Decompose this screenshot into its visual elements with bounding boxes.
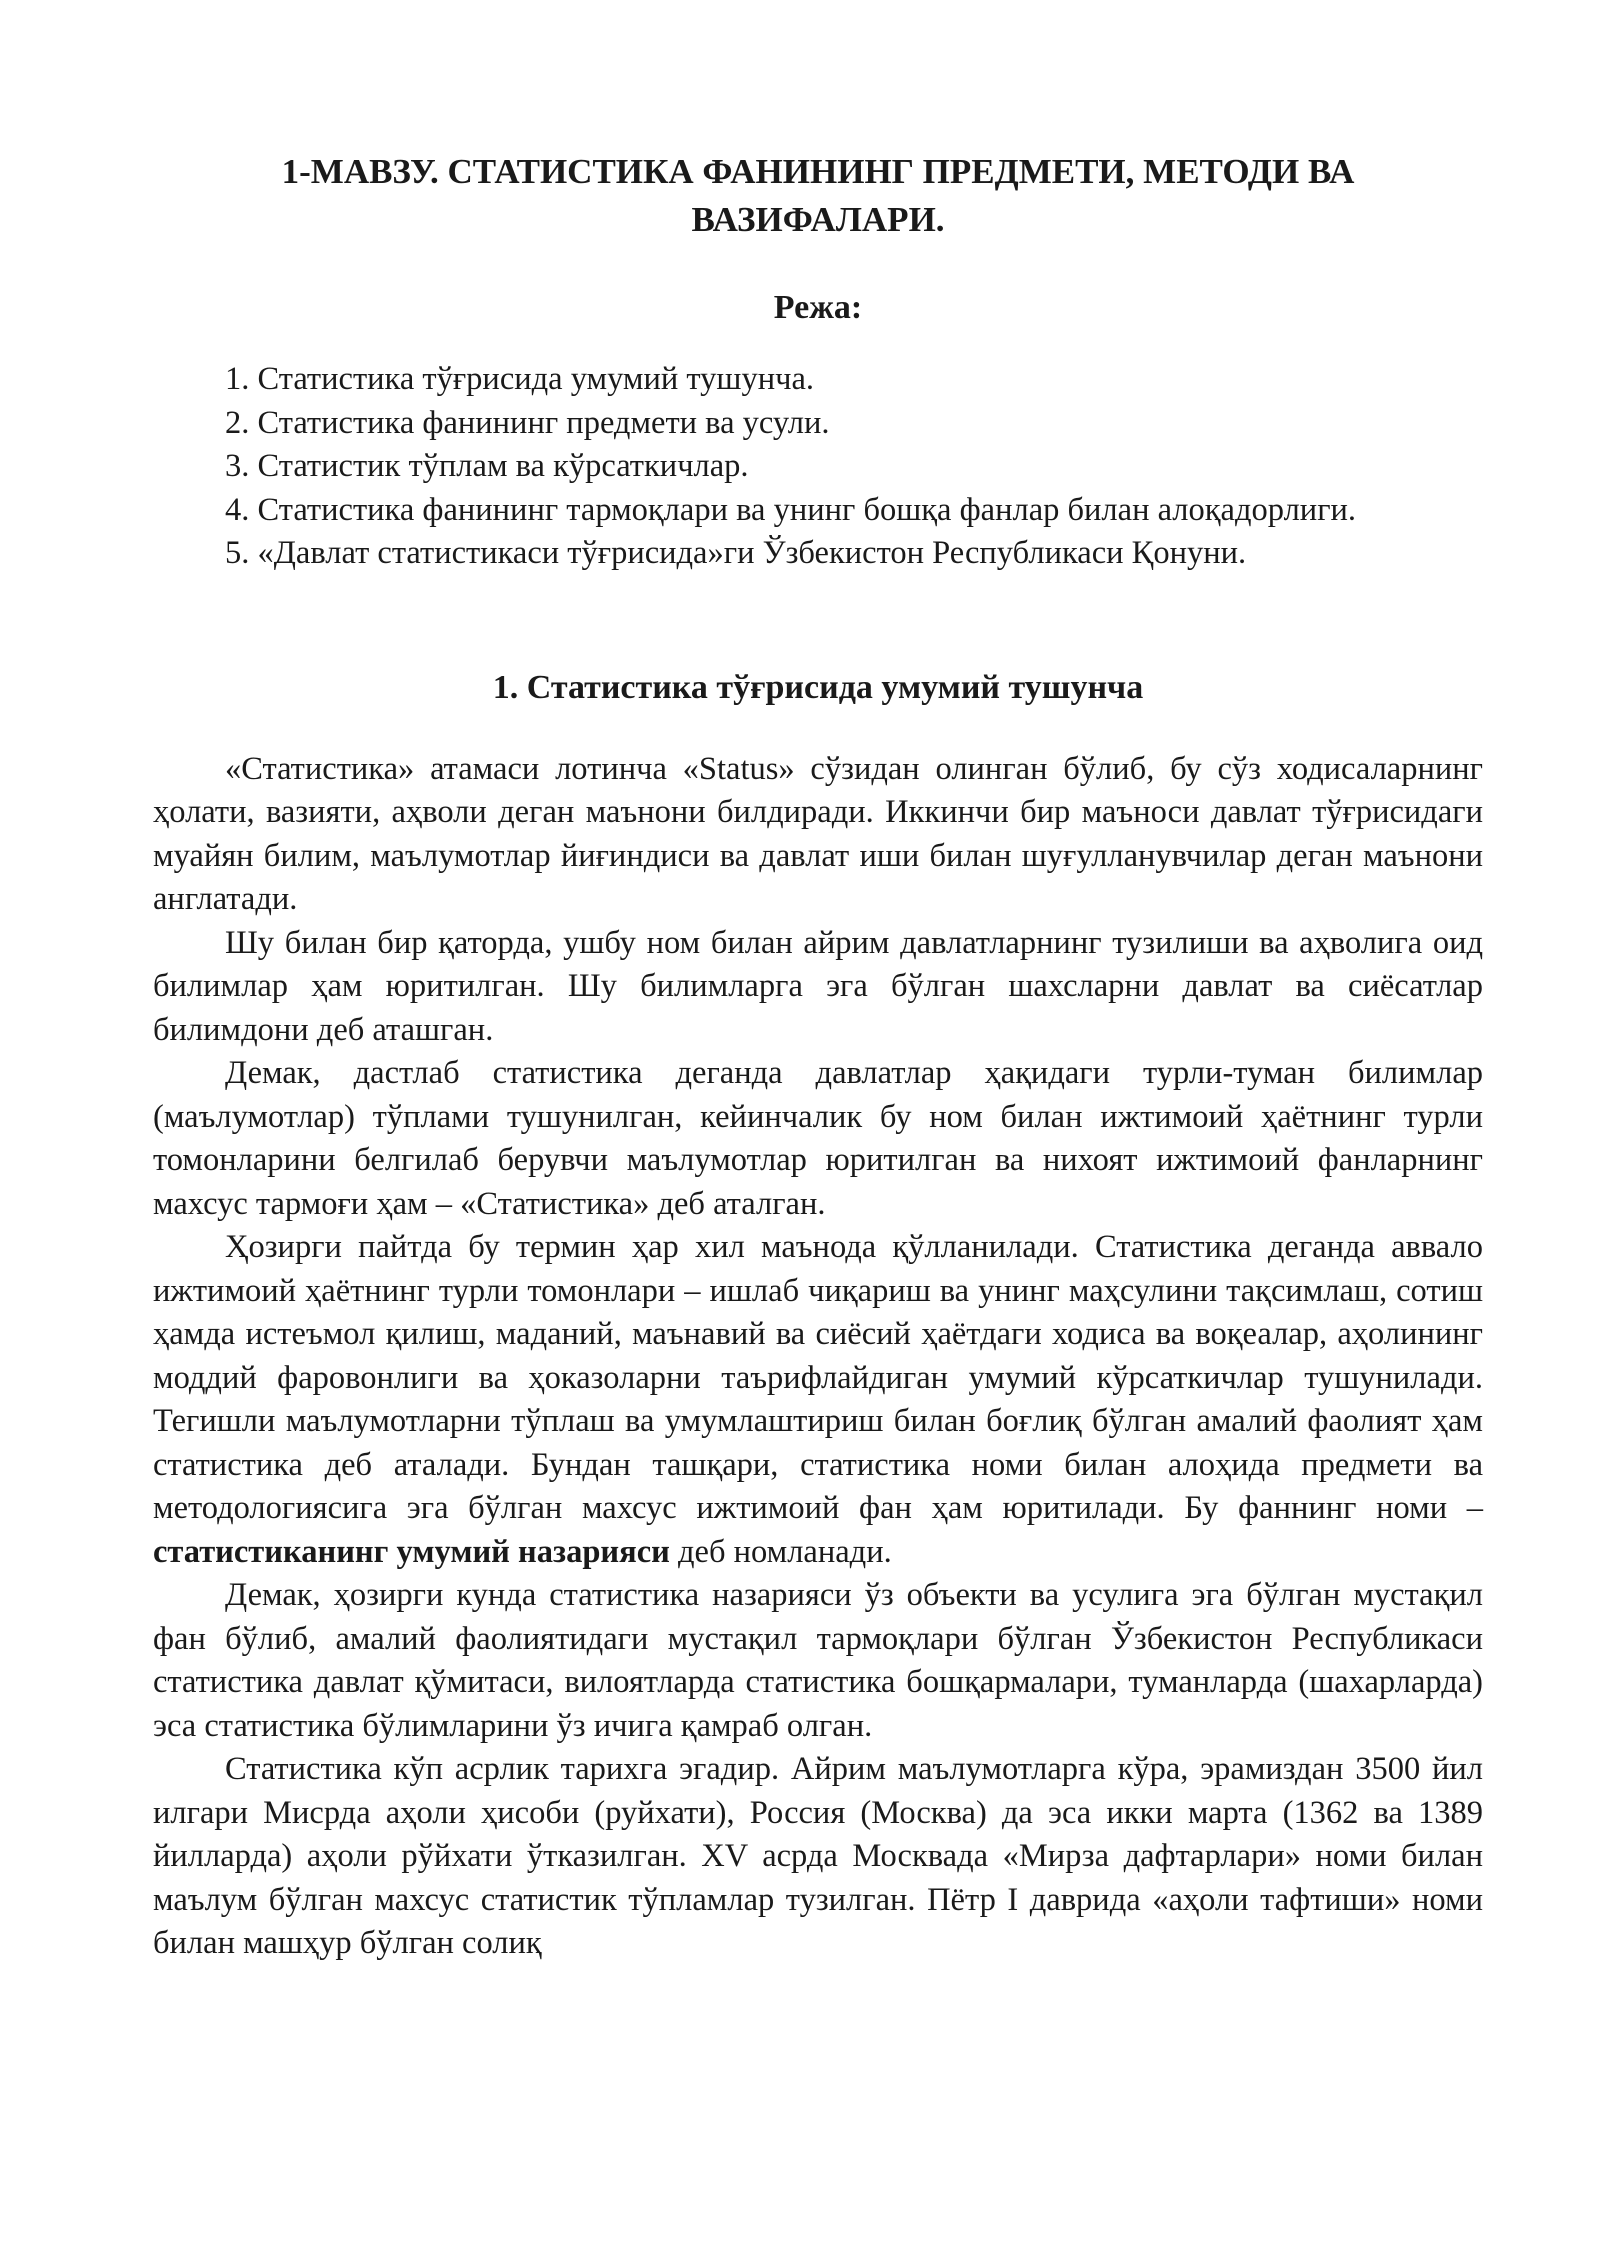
plan-item: 2. Статистика фанининг предмети ва усули. xyxy=(225,404,830,441)
paragraph-tail: деб номланади. xyxy=(677,1533,892,1570)
emphasis-term: статистиканинг умумий назарияси xyxy=(153,1533,670,1570)
paragraph: «Статистика» атамаси лотинча «Status» сўзидан олинган бўлиб, бу сўз ходисаларнинг ҳолати, вазияти, аҳволи деган маънони билдиради. Иккинчи бир маъноси давлат тўғрисидаги муайян билим, маълумотлар йиғиндиси ва давлат иши билан шуғулланувчилар деган маънони англатади. xyxy=(153,750,1483,917)
paragraph: Шу билан бир қаторда, ушбу ном билан айрим давлатларнинг тузилиши ва аҳволига оид билимлар ҳам юритилган. Шу билимларга эга бўлган шахсларни давлат ва сиёсатлар билимдони деб аташган. xyxy=(153,924,1483,1048)
paragraph: Статистика кўп асрлик тарихга эгадир. Айрим маълумотларга кўра, эрамиздан 3500 йил илгари Мисрда аҳоли ҳисоби (руйхати), Россия (Москва) да эса икки марта (1362 ва 1389 йилларда) аҳоли рўйхати ўтказилган. XV асрда Москвада «Мирза дафтарлари» номи билан маълум бўлган махсус статистик тўпламлар тузилган. Пётр I даврида «аҳоли тафтиши» номи билан машҳур бўлган солиқ xyxy=(153,1751,1483,1961)
plan-item: 5. «Давлат статистикаси тўғрисида»ги Ўзбекистон Республикаси Қонуни. xyxy=(225,535,1247,571)
document-page xyxy=(153,148,1483,1966)
paragraph: Демак, дастлаб статистика деганда давлатлар ҳақидаги турли-туман билимлар (маълумотлар) тўплами тушунилган, кейинчалик бу ном билан ижтимоий ҳаётнинг турли томонларини белгилаб берувчи маълумотлар юритилган ва нихоят ижтимоий фанларнинг махсус тармоғи ҳам – «Статистика» деб аталган. xyxy=(153,1055,1483,1222)
plan-heading: Режа: xyxy=(773,289,863,326)
document-title: 1-МАВЗУ. СТАТИСТИКА ФАНИНИНГ ПРЕДМЕТИ, МЕТОДИ ВА ВАЗИФАЛАРИ. xyxy=(281,152,1355,239)
plan-item: 1. Статистика тўғрисида умумий тушунча. xyxy=(225,361,814,397)
plan-item: 4. Статистика фанининг тармоқлари ва унинг бошқа фанлар билан алоқадорлиги. xyxy=(225,491,1357,528)
plan-list xyxy=(153,358,1483,576)
paragraph: Демак, ҳозирги кунда статистика назарияси ўз объекти ва усулига эга бўлган мустақил фан бўлиб, амалий фаолиятидаги мустақил тармоқлари бўлган Ўзбекистон Республикаси статистика давлат қўмитаси, вилоятларда статистика бошқармалари, туманларда (шахарларда) эса статистика бўлимларини ўз ичига қамраб олган. xyxy=(153,1577,1483,1744)
paragraph-text: Ҳозирги пайтда бу термин ҳар хил маънода қўлланилади. Статистика деганда аввало ижтимоий ҳаётнинг турли томонлари – ишлаб чиқариш ва унинг маҳсулини тақсимлаш, сотиш ҳамда истеъмол қилиш, маданий, маънавий ва сиёсий ҳаётдаги ходиса ва воқеалар, аҳолининг моддий фаровонлиги ва ҳоказоларни таърифлайдиган умумий кўрсаткичлар тушунилади. Тегишли маълумотларни тўплаш ва умумлаштириш билан боғлиқ бўлган амалий фаолият ҳам статистика деб аталади. Бундан ташқари, статистика номи билан алоҳида предмети ва методологиясига эга бўлган махсус ижтимоий фан ҳам юритилади. Бу фаннинг номи – xyxy=(153,1229,1483,1526)
paragraph-with-emphasis xyxy=(153,1226,1483,1574)
section-heading: 1. Статистика тўғрисида умумий тушунча xyxy=(492,668,1144,706)
plan-item: 3. Статистик тўплам ва кўрсаткичлар. xyxy=(225,448,749,484)
